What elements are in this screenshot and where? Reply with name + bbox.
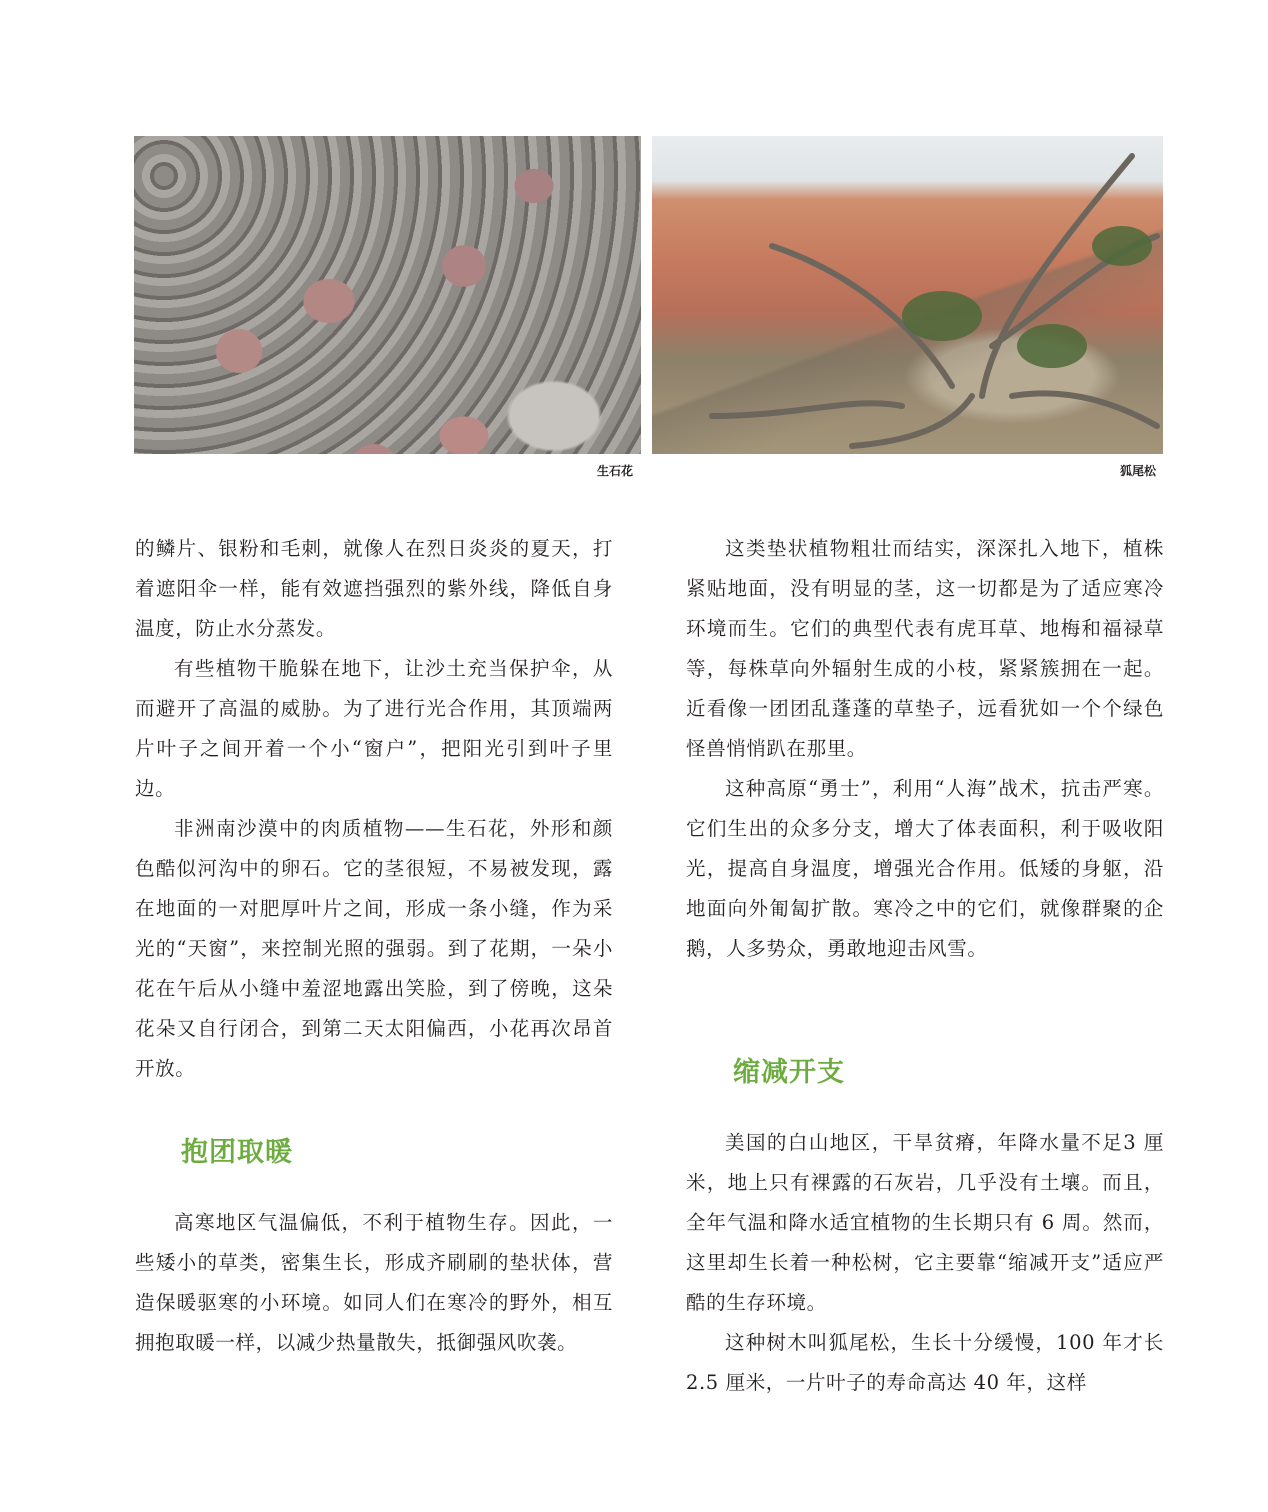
paragraph: 高寒地区气温偏低，不利于植物生存。因此，一些矮小的草类，密集生长，形成齐刷刷的垫状体，营造保暖驱寒的小环境。如同人们在寒冷的野外，相互拥抱取暖一样，以减少热量散失，抵御强风吹袭。 [135, 1211, 613, 1354]
paragraph: 的鳞片、银粉和毛刺，就像人在烈日炎炎的夏天，打着遮阳伞一样，能有效遮挡强烈的紫外线，降低自身温度，防止水分蒸发。 [135, 537, 613, 640]
paragraph: 非洲南沙漠中的肉质植物——生石花，外形和颜色酷似河沟中的卵石。它的茎很短，不易被发现，露在地面的一对肥厚叶片之间，形成一条小缝，作为采光的“天窗”，来控制光照的强弱。到了花期，一朵小花在午后从小缝中羞涩地露出笑脸，到了傍晚，这朵花朵又自行闭合，到第二天太阳偏西，小花再次昂首开放。 [135, 817, 613, 1080]
right-column-lower [686, 1123, 1164, 1403]
paragraph: 这种高原“勇士”，利用“人海”战术，抗击严寒。它们生出的众多分支，增大了体表面积，利于吸收阳光，提高自身温度，增强光合作用。低矮的身躯，沿地面向外匍匐扩散。寒冷之中的它们，就像群聚的企鹅，人多势众，勇敢地迎击风雪。 [686, 777, 1164, 960]
lithops-photo [134, 136, 641, 454]
section-heading-huddle: 抱团取暖 [181, 1137, 293, 1168]
paragraph: 这类垫状植物粗壮而结实，深深扎入地下，植株紧贴地面，没有明显的茎，这一切都是为了适应寒冷环境而生。它们的典型代表有虎耳草、地梅和福禄草等，每株草向外辐射生成的小枝，紧紧簇拥在一起。近看像一团团乱蓬蓬的草垫子，远看犹如一个个绿色怪兽悄悄趴在那里。 [686, 537, 1164, 760]
section-heading-cut-expenses: 缩减开支 [733, 1057, 845, 1088]
figure-caption-lithops: 生石花 [597, 464, 634, 478]
left-column-upper [135, 529, 613, 1089]
paragraph: 有些植物干脆躲在地下，让沙土充当保护伞，从而避开了高温的威胁。为了进行光合作用，其顶端两片叶子之间开着一个小“窗户”，把阳光引到叶子里边。 [135, 657, 613, 800]
left-column-lower [135, 1203, 613, 1363]
paragraph: 美国的白山地区，干旱贫瘠，年降水量不足3 厘米，地上只有裸露的石灰岩，几乎没有土壤。而且，全年气温和降水适宜植物的生长期只有 6 周。然而，这里却生长着一种松树，它主要靠“缩减开支”适应严酷的生存环境。 [686, 1131, 1164, 1314]
tree-illustration [652, 136, 1163, 454]
right-column-upper [686, 529, 1164, 969]
figure-caption-bristlecone-pine: 狐尾松 [1120, 464, 1157, 478]
paragraph: 这种树木叫狐尾松，生长十分缓慢，100 年才长 2.5 厘米，一片叶子的寿命高达 40 年，这样 [686, 1331, 1164, 1394]
